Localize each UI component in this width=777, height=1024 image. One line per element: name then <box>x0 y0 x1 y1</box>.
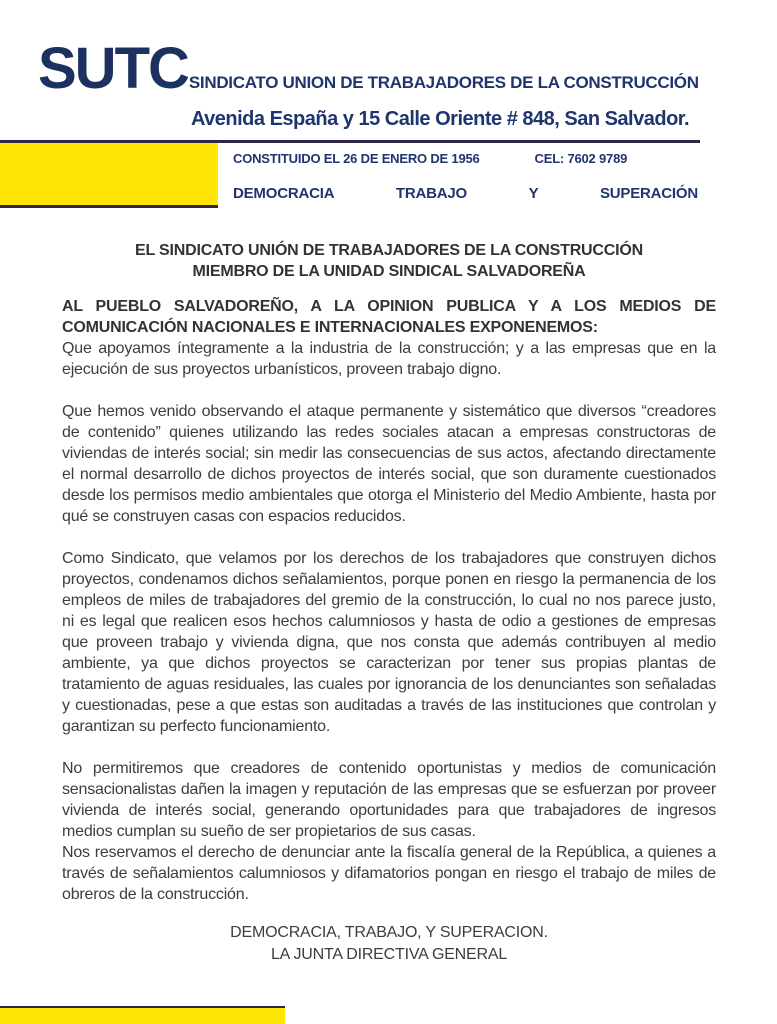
document-body <box>62 240 716 966</box>
motto-word-superacion: SUPERACIÓN <box>599 185 698 202</box>
paragraph-1: Que apoyamos íntegramente a la industria de la construcción; y a las empresas que en la ejecución de sus proyectos urbanísticos, proveen trabajo digno. <box>62 340 716 378</box>
motto-word-trabajo: TRABAJO <box>395 185 468 202</box>
motto-word-y: Y <box>528 185 539 202</box>
constituted-row <box>233 151 700 166</box>
document-title <box>62 240 716 282</box>
motto-word-democracia: DEMOCRACIA <box>233 185 335 202</box>
motto-row <box>233 185 700 202</box>
paragraph-3: Como Sindicato, que velamos por los derechos de los trabajadores que construyen dichos proyectos, condenamos dichos señalamientos, porque ponen en riesgo la permanencia de los empleos de miles de trabajadores del gremio de la construcción, lo cual no nos parece justo, ni es legal que realicen esos hechos calumniosos y hasta de odio a gestiones de empresas que proveen trabajo y vivienda digna, que nos consta que además contribuyen al medio ambiente, ya que dichos proyectos se caracterizan por tener sus propias plantas de tratamiento de aguas residuales, las cuales por ignorancia de los denunciantes son señaladas y cuestionadas, pese a que estas son auditadas a través de las instituciones que controlan y garantizan su perfecto funcionamiento. <box>62 550 716 735</box>
header <box>38 36 699 101</box>
closing-line1: DEMOCRACIA, TRABAJO, Y SUPERACION. <box>230 924 548 941</box>
header-info <box>233 151 700 202</box>
org-address: Avenida España y 15 Calle Oriente # 848, San Salvador. <box>190 108 690 130</box>
constituted-date: CONSTITUIDO EL 26 DE ENERO DE 1956 <box>233 151 480 166</box>
org-name: SINDICATO UNION DE TRABAJADORES DE LA CONSTRUCCIÓN <box>188 73 699 92</box>
header-rule-bottom <box>0 205 218 208</box>
phone-number: CEL: 7602 9789 <box>534 151 628 166</box>
header-yellow-block <box>0 143 218 205</box>
paragraph-5: Nos reservamos el derecho de denunciar ante la fiscalía general de la República, a quienes a través de señalamientos calumniosos y difamatorios pongan en riesgo el trabajo de miles de obreros de la construcción. <box>62 844 716 903</box>
document-title-line2: MIEMBRO DE LA UNIDAD SINDICAL SALVADOREÑA <box>192 263 586 280</box>
sutc-logo: SUTC <box>38 36 188 101</box>
salutation: AL PUEBLO SALVADOREÑO, A LA OPINION PUBLICA Y A LOS MEDIOS DE COMUNICACIÓN NACIONALES E INTERNACIONALES EXPONENEMOS: <box>62 298 716 336</box>
closing <box>62 922 716 966</box>
document-title-line1: EL SINDICATO UNIÓN DE TRABAJADORES DE LA CONSTRUCCIÓN <box>135 242 643 259</box>
paragraph-2: Que hemos venido observando el ataque permanente y sistemático que diversos “creadores de contenido” quienes utilizando las redes sociales atacan a empresas constructoras de viviendas de interés social; sin medir las consecuencias de sus actos, afectando directamente el normal desarrollo de dichos proyectos de interés social, que son duramente cuestionados desde los permisos medio ambientales que otorga el Ministerio del Medio Ambiente, hasta por qué se construyen casas con espacios reducidos. <box>62 403 716 525</box>
paragraph-4: No permitiremos que creadores de contenido oportunistas y medios de comunicación sensacionalistas dañen la imagen y reputación de las empresas que se esfuerzan por proveer vivienda de interés social, generando oportunidades para que trabajadores de ingresos medios cumplan su sueño de ser propietarios de sus casas. <box>62 760 716 840</box>
footer-yellow-bar <box>0 1006 285 1024</box>
closing-line2: LA JUNTA DIRECTIVA GENERAL <box>270 946 508 963</box>
